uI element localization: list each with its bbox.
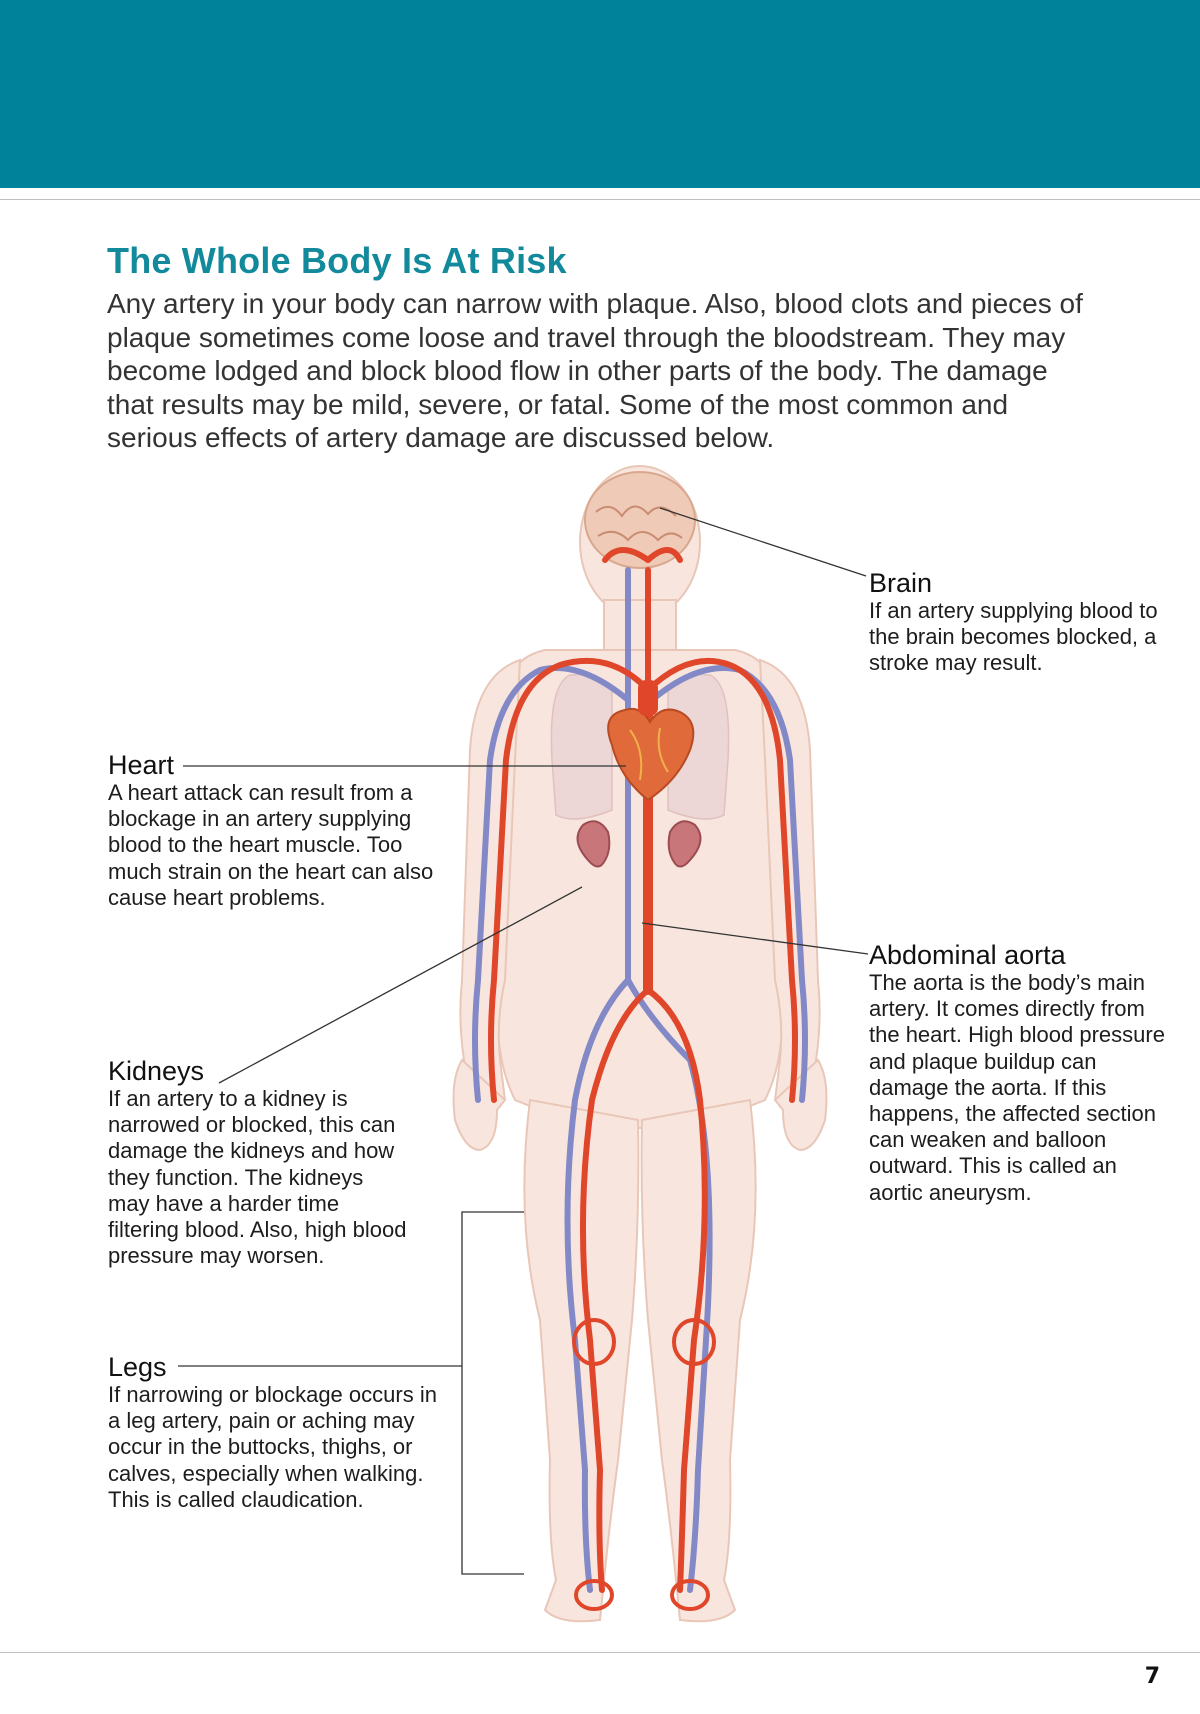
brain-callout-text: If an artery supplying blood to the brain becomes blocked, a stroke may result. — [869, 598, 1158, 676]
legs-callout-text: If narrowing or blockage occurs in a leg artery, pain or aching may occur in the buttocks, thighs, or calves, especially when walking. This is called claudication. — [108, 1382, 437, 1512]
legs-bracket — [462, 1212, 524, 1574]
aorta-callout-title: Abdominal aorta — [869, 940, 1066, 970]
heart-callout-text: A heart attack can result from a blockage in an artery supplying blood to the heart muscle. Too much strain on the heart can also cause heart problems. — [108, 780, 434, 910]
header-band — [0, 0, 1200, 188]
page-title: The Whole Body Is At Risk — [107, 240, 567, 281]
kidneys-callout-title: Kidneys — [108, 1056, 205, 1086]
footer-divider — [0, 1652, 1200, 1653]
legs-callout-title: Legs — [108, 1352, 167, 1382]
legs-callout — [108, 1352, 438, 1513]
aorta-callout-text: The aorta is the body’s main artery. It comes directly from the heart. High blood pressure and plaque buildup can damage the aorta. If this happens, the affected section can weaken and balloon outward. This is called an aortic aneurysm. — [869, 970, 1165, 1205]
aorta-callout — [869, 940, 1169, 1206]
heart-callout-title: Heart — [108, 750, 175, 780]
kidneys-callout-text: If an artery to a kidney is narrowed or blocked, this can damage the kidneys and how they function. The kidneys may have a harder time filtering blood. Also, high blood pressure may worsen. — [108, 1086, 407, 1269]
header-divider — [0, 199, 1200, 200]
body-silhouette — [454, 466, 827, 1621]
heart-callout — [108, 750, 438, 911]
circulatory-figure — [0, 460, 1200, 1650]
brain-callout-title: Brain — [869, 568, 933, 598]
page-number: 7 — [1144, 1664, 1160, 1689]
intro-paragraph: Any artery in your body can narrow with plaque. Also, blood clots and pieces of plaque sometimes come loose and travel through the bloodstream. They may become lodged and block blood flow in other parts of the body. The damage that results may be mild, severe, or fatal. Some of the most common and serious effects of artery damage are discussed below. — [107, 288, 1083, 453]
kidneys-callout — [108, 1056, 408, 1269]
brain-callout — [869, 568, 1159, 677]
